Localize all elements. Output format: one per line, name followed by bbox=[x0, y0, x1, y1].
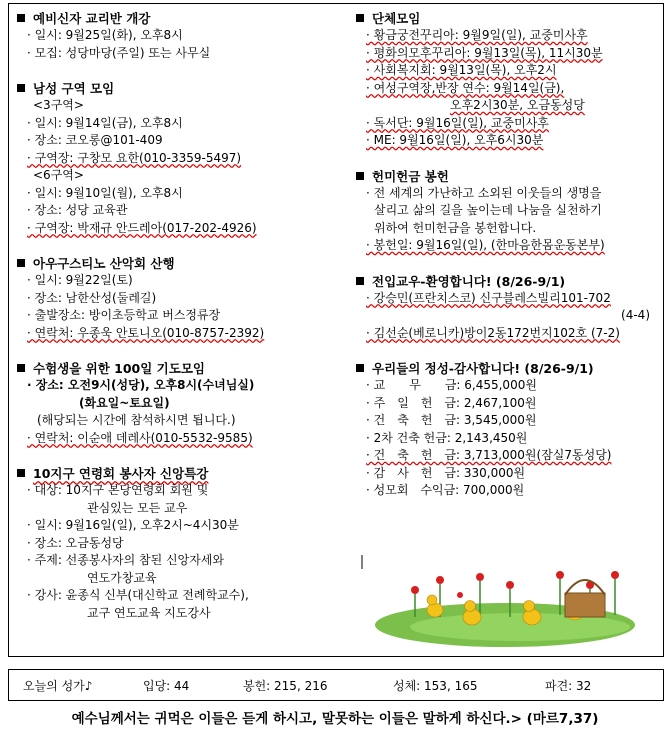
leader-text: · 구역장: 구창모 요한(010-3359-5497) bbox=[27, 150, 242, 165]
info-line bbox=[356, 325, 656, 343]
section-catechumen bbox=[17, 10, 347, 62]
bible-verse: 예수님께서는 귀먹은 이들은 듣게 하시고, 말못하는 이들은 말하게 하신다.> (마르7,37) bbox=[71, 711, 599, 727]
offertory-hymn: 봉헌: 215, 216 bbox=[243, 678, 328, 693]
info-line: · 일시: 9월14일(금), 오후8시 bbox=[27, 115, 183, 130]
section-title: 예비신자 교리반 개강 bbox=[33, 11, 151, 26]
info-line bbox=[356, 27, 656, 45]
info-line: 위하여 헌미헌금을 봉헌합니다. bbox=[374, 220, 537, 235]
offering-row: · 교 무 금: 6,455,000원 bbox=[366, 378, 537, 392]
left-column bbox=[17, 10, 347, 640]
contact-text: · 연락처: 이순애 데레사(010-5532-9585) bbox=[27, 430, 253, 445]
info-line bbox=[356, 290, 656, 308]
leader-text: · 구역장: 박재규 안드레아(017-202-4926) bbox=[27, 220, 257, 235]
info-line: · 전 세계의 가난하고 소외된 이웃들의 생명을 bbox=[366, 185, 602, 200]
square-bullet-icon bbox=[17, 364, 25, 372]
section-title: 헌미헌금 봉헌 bbox=[372, 168, 449, 184]
section-title: 우리들의 정성-감사합니다! (8/26-9/1) bbox=[372, 361, 594, 376]
offering-row bbox=[356, 447, 656, 465]
info-line: · 일시: 9월25일(화), 오후8시 bbox=[27, 28, 183, 42]
district-label: <3구역> bbox=[33, 98, 84, 112]
info-line: · 장소: 오금동성당 bbox=[27, 535, 124, 550]
communion-hymn: 성체: 153, 165 bbox=[393, 678, 478, 693]
meeting-text: · 여성구역장,반장 연수: 9월14일(금), bbox=[366, 80, 565, 95]
square-bullet-icon bbox=[356, 172, 364, 180]
offering-date-text: · 봉헌일: 9월16일(일), (한마음한몸운동본부) bbox=[366, 238, 605, 252]
right-column bbox=[356, 10, 656, 518]
section-newcomers bbox=[356, 273, 656, 343]
info-line: · 일시: 9월16일(일), 오후2시~4시30분 bbox=[27, 518, 239, 532]
section-title: 10지구 연령회 봉사자 신앙특강 bbox=[33, 466, 209, 481]
section-men-district bbox=[17, 80, 347, 237]
section-rice-offering bbox=[356, 168, 656, 255]
info-line: · 출발장소: 방이초등학교 버스정류장 bbox=[27, 308, 221, 322]
contact-text: · 연락처: 우종욱 안토니오(010-8757-2392) bbox=[27, 325, 265, 340]
newcomer-text: · 김선순(베로니카)방이2동172번지102호 (7-2) bbox=[366, 325, 620, 340]
info-line: · 일시: 9월22일(토) bbox=[27, 273, 133, 287]
newcomer-text: · 강승민(프란치스코) 신구블레스빌리101-702 bbox=[366, 290, 611, 305]
section-hiking bbox=[17, 255, 347, 342]
hymn-footer bbox=[8, 669, 664, 701]
section-prayer bbox=[17, 360, 347, 447]
offering-text: · 건 축 헌 금: 3,713,000원(잠실7동성당) bbox=[366, 448, 612, 462]
info-line bbox=[17, 325, 347, 343]
dismissal-hymn: 파견: 32 bbox=[545, 678, 592, 693]
square-bullet-icon bbox=[17, 469, 25, 477]
offering-row: · 2차 건축 헌금: 2,143,450원 bbox=[366, 430, 528, 445]
section-title: 수험생을 위한 100일 기도모임 bbox=[33, 361, 205, 376]
meeting-text: 오후2시30분, 오금동성당 bbox=[450, 98, 585, 112]
section-title: 남성 구역 모임 bbox=[33, 81, 115, 96]
info-line: · 장소: 성당 교육관 bbox=[27, 203, 128, 217]
section-title: 단체모임 bbox=[372, 11, 421, 26]
entrance-hymn: 입당: 44 bbox=[143, 678, 190, 693]
info-line: (화요일~토요일) bbox=[79, 395, 170, 410]
info-line bbox=[356, 45, 656, 63]
district-label: <6구역> bbox=[33, 168, 84, 182]
meeting-text: · 사회복지회: 9월13일(목), 오후2시 bbox=[366, 63, 557, 77]
info-line: · 장소: 남한산성(둘레길) bbox=[27, 290, 157, 305]
info-line: 교구 연도교육 지도강사 bbox=[87, 605, 211, 620]
offering-row: · 주 일 헌 금: 2,467,100원 bbox=[366, 395, 537, 410]
info-line bbox=[356, 62, 656, 80]
info-line bbox=[17, 430, 347, 448]
info-line: 관심있는 모든 교우 bbox=[87, 500, 188, 515]
hymn-label: 오늘의 성가♪ bbox=[23, 678, 93, 693]
info-line: · 모집: 성당마당(주일) 또는 사무실 bbox=[27, 45, 211, 60]
info-line: · 장소: 오전9시(성당), 오후8시(수녀님실) bbox=[27, 378, 255, 392]
offering-row: · 감 사 헌 금: 330,000원 bbox=[366, 465, 526, 480]
info-line bbox=[356, 115, 656, 133]
info-line: (해당되는 시간에 참석하시면 됩니다.) bbox=[37, 413, 236, 427]
meeting-text: · 황금궁전꾸리아: 9월9일(일), 교중미사후 bbox=[366, 28, 588, 42]
square-bullet-icon bbox=[17, 14, 25, 22]
info-line bbox=[17, 150, 347, 168]
square-bullet-icon bbox=[17, 84, 25, 92]
info-line: · 대상: 10지구 본당연령회 회원 및 bbox=[27, 483, 209, 497]
offering-row: · 건 축 헌 금: 3,545,000원 bbox=[366, 413, 537, 427]
info-line: (4-4) bbox=[621, 308, 650, 322]
info-line: · 일시: 9월10일(월), 오후8시 bbox=[27, 185, 183, 200]
section-lecture bbox=[17, 465, 347, 622]
info-line: · 주제: 선종봉사자의 참된 신앙자세와 bbox=[27, 553, 224, 567]
info-line: · 강사: 윤종식 신부(대신학교 전례학교수), bbox=[27, 588, 249, 602]
info-line bbox=[356, 132, 656, 150]
meeting-text: · 평화의모후꾸리아: 9월13일(목), 11시30분 bbox=[366, 45, 603, 60]
square-bullet-icon bbox=[356, 277, 364, 285]
offering-row: · 성모회 수익금: 700,000원 bbox=[366, 483, 525, 497]
info-line: 살리고 삶의 길을 높이는데 나눔을 실천하기 bbox=[374, 203, 602, 217]
section-offerings bbox=[356, 360, 656, 500]
info-line bbox=[356, 97, 656, 115]
section-groups bbox=[356, 10, 656, 150]
info-line: 연도가창교육 bbox=[87, 570, 157, 585]
info-line bbox=[356, 237, 656, 255]
square-bullet-icon bbox=[17, 259, 25, 267]
square-bullet-icon bbox=[356, 364, 364, 372]
ducks-garden-illustration bbox=[360, 555, 640, 650]
info-line bbox=[17, 220, 347, 238]
info-line: · 장소: 코오롱@101-409 bbox=[27, 133, 163, 147]
info-line bbox=[356, 80, 656, 98]
meeting-text: · 독서단: 9월16일(일), 교중미사후 bbox=[366, 115, 549, 130]
square-bullet-icon bbox=[356, 14, 364, 22]
meeting-text: · ME: 9월16일(일), 오후6시30분 bbox=[366, 133, 544, 147]
section-title: 전입교우-환영합니다! (8/26-9/1) bbox=[372, 273, 566, 289]
section-title: 아우구스티노 산악회 산행 bbox=[33, 256, 175, 271]
